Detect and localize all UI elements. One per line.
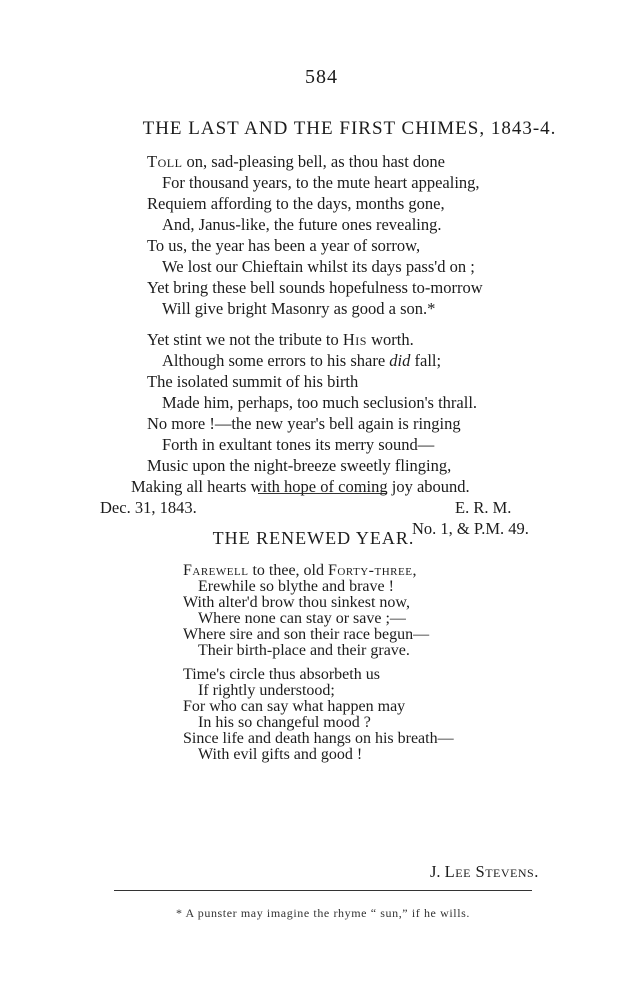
verse-line: For thousand years, to the mute heart appealing,	[162, 173, 480, 192]
verse-line: For who can say what happen may	[183, 698, 406, 715]
verse-line: If rightly understood;	[198, 682, 335, 699]
poem-date: Dec. 31, 1843.	[100, 498, 197, 517]
verse-line: Making all hearts with hope of coming joy abound.	[131, 477, 470, 496]
verse-line: Farewell to thee, old Forty-three,	[183, 562, 417, 579]
verse-line: Forth in exultant tones its merry sound—	[162, 435, 435, 454]
poem-title: THE RENEWED YEAR.	[212, 528, 415, 548]
verse-line: And, Janus-like, the future ones revealing.	[162, 215, 442, 234]
verse-line: Erewhile so blythe and brave !	[198, 578, 394, 595]
poem-author: J. Lee Stevens.	[430, 862, 539, 881]
verse-line: With alter'd brow thou sinkest now,	[183, 594, 410, 611]
footnote: * A punster may imagine the rhyme “ sun,” if he wills.	[176, 906, 471, 920]
section-divider	[258, 493, 386, 494]
verse-line: To us, the year has been a year of sorrow,	[147, 236, 421, 255]
verse-line: No more !—the new year's bell again is ringing	[147, 414, 461, 433]
footnote-rule	[114, 890, 532, 891]
lodge-reference: No. 1, & P.M. 49.	[412, 519, 529, 538]
verse-line: The isolated summit of his birth	[147, 372, 359, 391]
verse-line: Requiem affording to the days, months gone,	[147, 194, 445, 213]
verse-line: Yet bring these bell sounds hopefulness to-morrow	[147, 278, 483, 297]
verse-line: Although some errors to his share did fall;	[162, 351, 442, 370]
page-number: 584	[305, 66, 338, 88]
verse-line: Their birth-place and their grave.	[198, 642, 410, 659]
verse-line: Where none can stay or save ;—	[198, 610, 406, 627]
verse-line: Time's circle thus absorbeth us	[183, 666, 380, 683]
verse-line: We lost our Chieftain whilst its days pass'd on ;	[162, 257, 475, 276]
verse-line: Will give bright Masonry as good a son.*	[162, 299, 436, 318]
verse-line: Music upon the night-breeze sweetly flinging,	[147, 456, 452, 475]
poem-author: E. R. M.	[455, 498, 512, 517]
verse-line: Yet stint we not the tribute to His worth.	[147, 330, 414, 349]
verse-line: Since life and death hangs on his breath—	[183, 730, 454, 747]
verse-line: Where sire and son their race begun—	[183, 626, 430, 643]
poem-title: THE LAST AND THE FIRST CHIMES, 1843-4.	[142, 118, 557, 139]
verse-line: In his so changeful mood ?	[198, 714, 371, 731]
verse-line: With evil gifts and good !	[198, 746, 363, 763]
verse-line: Toll on, sad-pleasing bell, as thou hast done	[147, 152, 445, 171]
verse-line: Made him, perhaps, too much seclusion's thrall.	[162, 393, 478, 412]
